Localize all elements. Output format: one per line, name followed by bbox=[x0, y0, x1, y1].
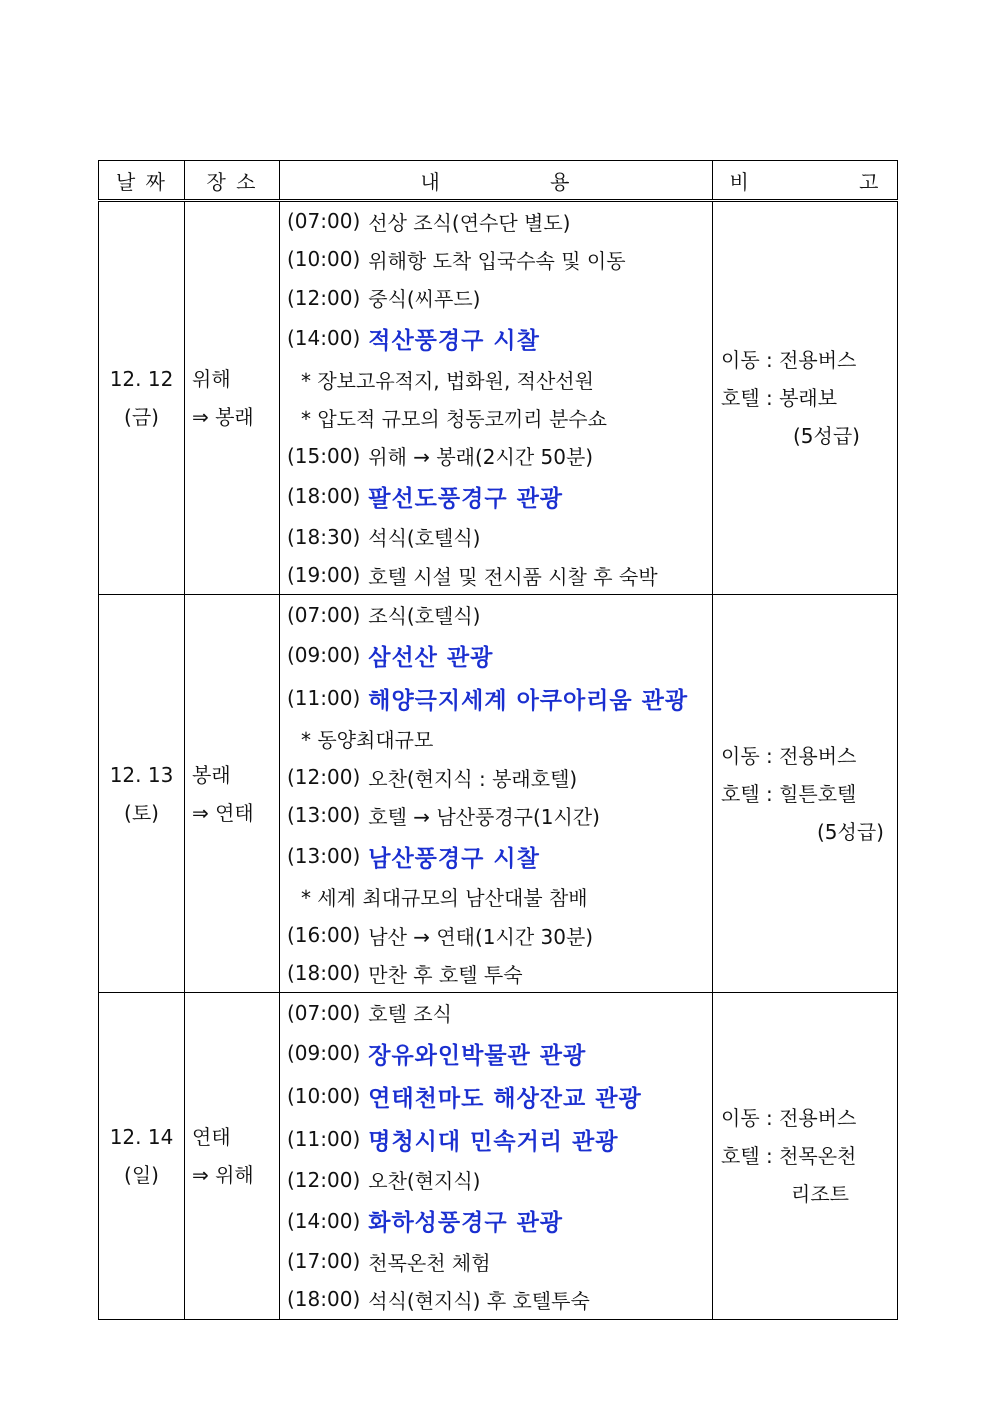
schedule-item bbox=[287, 993, 712, 1031]
item-text-highlight: 남산풍경구 시찰 bbox=[368, 845, 540, 872]
note-text: * 세계 최대규모의 남산대불 참배 bbox=[301, 886, 588, 911]
note-cell bbox=[713, 595, 898, 993]
item-text: 석식(현지식) 후 호텔투숙 bbox=[368, 1288, 590, 1313]
note-grade: (5성급) bbox=[793, 424, 860, 449]
date-cell bbox=[99, 595, 185, 993]
item-time: (12:00) bbox=[287, 765, 361, 790]
schedule-item bbox=[287, 518, 712, 556]
item-text: 선상 조식(연수단 별도) bbox=[368, 210, 571, 235]
item-text-highlight: 장유와인박물관 관광 bbox=[368, 1042, 587, 1069]
item-time: (12:00) bbox=[287, 285, 361, 310]
schedule-note bbox=[287, 878, 712, 916]
schedule-item bbox=[287, 758, 712, 796]
item-text-highlight: 팔선도풍경구 관광 bbox=[368, 485, 564, 512]
day-row-3 bbox=[99, 993, 898, 1319]
item-time: (09:00) bbox=[287, 1041, 361, 1066]
schedule-item-highlight bbox=[287, 835, 712, 878]
item-text: 오찬(현지식 : 봉래호텔) bbox=[368, 766, 578, 791]
schedule-item-highlight bbox=[287, 1075, 712, 1118]
item-text: 남산 → 연태(1시간 30분) bbox=[368, 924, 594, 949]
schedule-item bbox=[287, 240, 712, 278]
note-hotel: 호텔 : 봉래보 bbox=[721, 386, 838, 411]
note-hotel: 호텔 : 천목온천 bbox=[721, 1144, 857, 1169]
note-grade: 리조트 bbox=[791, 1182, 849, 1207]
item-text: 오찬(현지식) bbox=[368, 1169, 481, 1194]
weekday: (토) bbox=[124, 800, 159, 825]
item-text: 만찬 후 호텔 투숙 bbox=[368, 962, 523, 987]
item-time: (11:00) bbox=[287, 686, 361, 711]
item-time: (19:00) bbox=[287, 563, 361, 588]
item-text-highlight: 명청시대 민속거리 관광 bbox=[368, 1128, 619, 1155]
item-time: (07:00) bbox=[287, 602, 361, 627]
place-from: 연태 bbox=[192, 1125, 231, 1150]
date-cell bbox=[99, 201, 185, 595]
schedule-item bbox=[287, 916, 712, 954]
schedule-item-highlight bbox=[287, 1118, 712, 1161]
schedule-item bbox=[287, 595, 712, 633]
item-time: (18:00) bbox=[287, 1287, 361, 1312]
note-text: * 장보고유적지, 법화원, 적산선원 bbox=[301, 368, 594, 393]
item-text: 위해 → 봉래(2시간 50분) bbox=[368, 445, 594, 470]
item-time: (18:30) bbox=[287, 524, 361, 549]
date: 12. 14 bbox=[109, 1125, 174, 1150]
note-transport: 이동 : 전용버스 bbox=[721, 1106, 857, 1131]
schedule-item-highlight bbox=[287, 1199, 712, 1242]
schedule-item bbox=[287, 279, 712, 317]
schedule-item bbox=[287, 556, 712, 594]
place-cell bbox=[185, 993, 280, 1319]
item-text-highlight: 연태천마도 해상잔교 관광 bbox=[368, 1085, 642, 1112]
schedule-item bbox=[287, 1161, 712, 1199]
item-text: 중식(씨푸드) bbox=[368, 287, 481, 312]
item-time: (10:00) bbox=[287, 247, 361, 272]
content-cell bbox=[280, 201, 713, 595]
item-text: 위해항 도착 입국수속 및 이동 bbox=[368, 248, 626, 273]
schedule-item bbox=[287, 954, 712, 992]
schedule-item bbox=[287, 436, 712, 474]
place-to: ⇒ 위해 bbox=[192, 1163, 254, 1188]
item-time: (14:00) bbox=[287, 326, 361, 351]
item-time: (09:00) bbox=[287, 643, 361, 668]
header-note: 비 고 bbox=[713, 161, 898, 201]
item-text-highlight: 적산풍경구 시찰 bbox=[368, 327, 540, 354]
item-time: (13:00) bbox=[287, 844, 361, 869]
note-cell bbox=[713, 993, 898, 1319]
note-hotel: 호텔 : 힐튼호텔 bbox=[721, 781, 857, 806]
schedule-item bbox=[287, 1280, 712, 1318]
item-time: (07:00) bbox=[287, 1000, 361, 1025]
item-time: (18:00) bbox=[287, 961, 361, 986]
schedule-item bbox=[287, 796, 712, 834]
header-content: 내 용 bbox=[280, 161, 713, 201]
item-text: 조식(호텔식) bbox=[368, 604, 481, 629]
schedule-item bbox=[287, 202, 712, 240]
itinerary-table bbox=[98, 160, 898, 1320]
note-transport: 이동 : 전용버스 bbox=[721, 348, 857, 373]
item-text: 호텔 → 남산풍경구(1시간) bbox=[368, 804, 600, 829]
item-time: (14:00) bbox=[287, 1208, 361, 1233]
item-text-highlight: 해양극지세계 아쿠아리움 관광 bbox=[368, 687, 689, 714]
header-row bbox=[99, 161, 898, 201]
day-row-1 bbox=[99, 201, 898, 595]
note-text: * 동양최대규모 bbox=[301, 728, 434, 753]
schedule-item-highlight bbox=[287, 677, 712, 720]
header-place: 장 소 bbox=[185, 161, 280, 201]
place-from: 위해 bbox=[192, 367, 231, 392]
item-time: (07:00) bbox=[287, 209, 361, 234]
note-grade: (5성급) bbox=[817, 819, 884, 844]
item-time: (10:00) bbox=[287, 1084, 361, 1109]
item-time: (16:00) bbox=[287, 923, 361, 947]
place-to: ⇒ 봉래 bbox=[192, 405, 254, 430]
content-cell bbox=[280, 595, 713, 993]
content-cell bbox=[280, 993, 713, 1319]
weekday: (금) bbox=[124, 405, 159, 430]
schedule-note bbox=[287, 720, 712, 758]
item-text-highlight: 화하성풍경구 관광 bbox=[368, 1210, 564, 1237]
schedule-item-highlight bbox=[287, 1032, 712, 1075]
date-cell bbox=[99, 993, 185, 1319]
note-text: * 압도적 규모의 청동코끼리 분수쇼 bbox=[301, 406, 607, 431]
item-text: 석식(호텔식) bbox=[368, 526, 481, 551]
item-text-highlight: 삼선산 관광 bbox=[368, 644, 494, 671]
item-text: 천목온천 체험 bbox=[368, 1250, 491, 1275]
item-time: (18:00) bbox=[287, 484, 361, 509]
schedule-item bbox=[287, 1242, 712, 1280]
schedule-item-highlight bbox=[287, 475, 712, 518]
note-cell bbox=[713, 201, 898, 595]
item-time: (17:00) bbox=[287, 1249, 361, 1274]
place-to: ⇒ 연태 bbox=[192, 800, 254, 825]
item-time: (11:00) bbox=[287, 1127, 361, 1152]
schedule-item-highlight bbox=[287, 317, 712, 360]
weekday: (일) bbox=[124, 1163, 159, 1188]
item-time: (12:00) bbox=[287, 1167, 361, 1192]
date: 12. 13 bbox=[109, 762, 174, 787]
schedule-note bbox=[287, 398, 712, 436]
note-transport: 이동 : 전용버스 bbox=[721, 743, 857, 768]
item-time: (13:00) bbox=[287, 803, 361, 828]
item-time: (15:00) bbox=[287, 443, 361, 468]
date: 12. 12 bbox=[109, 367, 174, 392]
item-text: 호텔 조식 bbox=[368, 1002, 452, 1027]
place-from: 봉래 bbox=[192, 762, 231, 787]
place-cell bbox=[185, 201, 280, 595]
item-text: 호텔 시설 및 전시품 시찰 후 숙박 bbox=[368, 564, 658, 589]
day-row-2 bbox=[99, 595, 898, 993]
schedule-item-highlight bbox=[287, 634, 712, 677]
header-date: 날 짜 bbox=[99, 161, 185, 201]
schedule-note bbox=[287, 360, 712, 398]
place-cell bbox=[185, 595, 280, 993]
